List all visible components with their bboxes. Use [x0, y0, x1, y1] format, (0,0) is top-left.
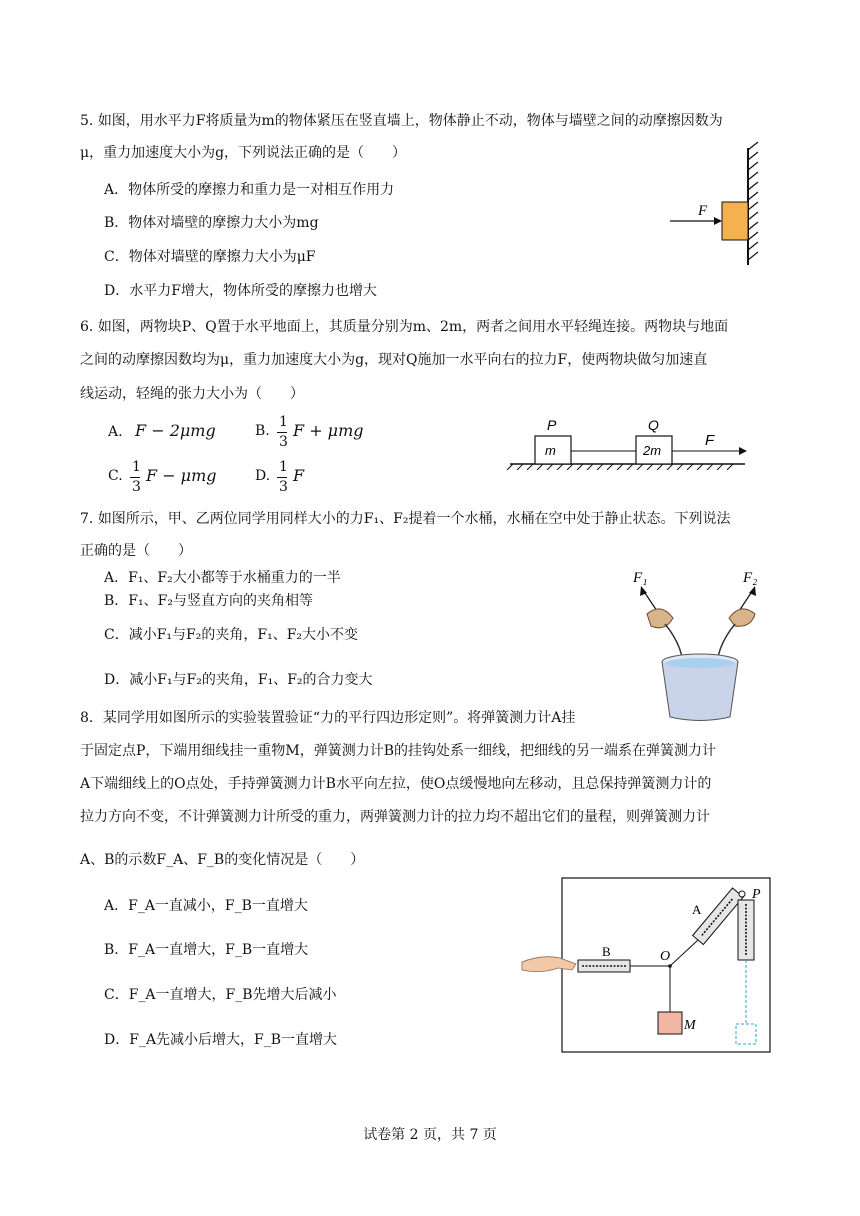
page-footer: 试卷第 2 页，共 7 页 [363, 1127, 497, 1143]
p-label: P [752, 887, 761, 902]
p-label: P [547, 417, 557, 433]
q5-option-b: B．物体对墙壁的摩擦力大小为mg [104, 215, 319, 231]
q8-stem-line-3: A下端细线上的O点处，手持弹簧测力计B水平向左拉，使O点缓慢地向左移动，且总保持弹簧测力计的 [80, 776, 712, 792]
q7-stem-line-2: 正确的是（ ） [80, 543, 192, 559]
q7-option-a: A．F₁、F₂大小都等于水桶重力的一半 [104, 570, 341, 586]
q8-stem-line-1: 8．某同学用如图所示的实验装置验证“力的平行四边形定则”。将弹簧测力计A挂 [80, 710, 576, 726]
q8-option-a: A．F_A一直减小，F_B一直增大 [104, 898, 308, 914]
a-label: A [692, 902, 702, 917]
q5-figure [660, 140, 770, 270]
q8-option-c: C．F_A一直增大，F_B先增大后减小 [104, 987, 337, 1003]
q5-stem-line-1: 5. 如图，用水平力F将质量为m的物体紧压在竖直墙上，物体静止不动，物体与墙壁之间的动摩擦因数为 [80, 113, 723, 129]
f1-label: F₁ [633, 570, 648, 586]
q5-option-a: A．物体所受的摩擦力和重力是一对相互作用力 [104, 182, 395, 198]
q6-stem-line-2: 之间的动摩擦因数均为μ，重力加速度大小为g，现对Q施加一水平向右的拉力F，使两物块做匀加速直 [80, 352, 708, 368]
q8-stem-line-5: A、B的示数F_A、F_B的变化情况是（ ） [80, 852, 365, 868]
q8-figure [520, 874, 782, 1056]
p-mass: m [545, 443, 556, 458]
q7-option-c: C．减小F₁与F₂的夹角，F₁、F₂大小不变 [104, 627, 359, 643]
q7-stem-line-1: 7. 如图所示，甲、乙两位同学用同样大小的力F₁、F₂提着一个水桶，水桶在空中处于静止状态。下列说法 [80, 511, 731, 527]
q7-option-b: B．F₁、F₂与竖直方向的夹角相等 [104, 593, 313, 609]
q-mass: 2m [643, 443, 662, 458]
q7-figure [625, 562, 780, 727]
q8-option-d: D．F_A先减小后增大，F_B一直增大 [104, 1032, 338, 1048]
force-label: F [698, 203, 708, 219]
q6-stem-line-1: 6. 如图，两物块P、Q置于水平地面上，其质量分别为m、2m，两者之间用水平轻绳连接。两物块与地面 [80, 319, 729, 335]
f2-label: F₂ [743, 570, 758, 586]
q-label: Q [648, 417, 659, 433]
q5-option-d: D．水平力F增大，物体所受的摩擦力也增大 [104, 283, 377, 299]
force-label: F [705, 432, 715, 449]
o-label: O [660, 949, 671, 964]
block [722, 202, 748, 240]
q8-stem-line-4: 拉力方向不变，不计弹簧测力计所受的重力，两弹簧测力计的拉力均不超出它们的量程，则弹簧测力计 [80, 809, 710, 825]
b-label: B [602, 944, 611, 959]
q6-figure [505, 408, 755, 470]
q8-option-b: B．F_A一直增大，F_B一直增大 [104, 942, 309, 958]
q5-option-c: C．物体对墙壁的摩擦力大小为μF [104, 249, 316, 265]
q7-option-d: D．减小F₁与F₂的夹角，F₁、F₂的合力变大 [104, 672, 373, 688]
q6-option-a: A. F − 2μmg [108, 421, 216, 440]
q8-stem-line-2: 于固定点P，下端用细线挂一重物M，弹簧测力计B的挂钩处系一细线，把细线的另一端系在弹簧测力计 [80, 743, 717, 759]
q6-stem-line-3: 线运动，轻绳的张力大小为（ ） [80, 386, 304, 402]
q5-stem-line-2: μ，重力加速度大小为g，下列说法正确的是（ ） [80, 145, 407, 161]
weight-m [658, 1012, 682, 1034]
m-label: M [684, 1018, 696, 1033]
